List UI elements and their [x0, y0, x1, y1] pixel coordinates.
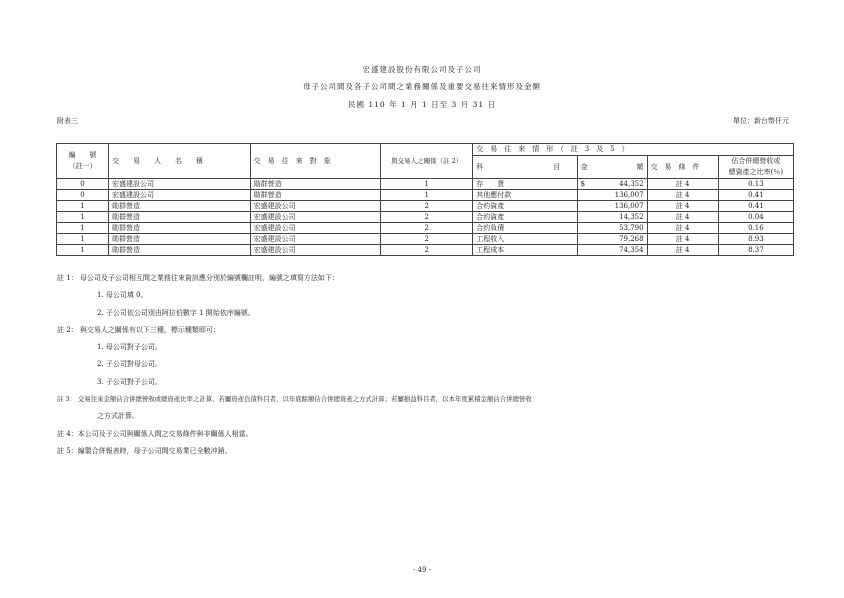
cell-relation: 2 — [381, 245, 473, 256]
cell-relation: 1 — [381, 190, 473, 201]
cell-amount-value: 136,007 — [614, 202, 644, 210]
cell-counterparty: 宏盛建設公司 — [250, 212, 380, 223]
table-row — [57, 201, 794, 212]
cell-amount-value: 136,007 — [614, 191, 644, 199]
company-title: 宏盛建設股份有限公司及子公司 — [362, 65, 482, 74]
table-row — [57, 245, 794, 256]
header-no-bottom: （註一） — [68, 162, 97, 170]
cell-account: 工程成本 — [473, 245, 577, 256]
header-ratio-top: 佔合併總營收或 — [731, 157, 781, 165]
page-number: - 49 - — [412, 566, 432, 574]
note-2-item-1: 1. 母公司對子公司。 — [97, 343, 162, 352]
cell-amount — [577, 201, 647, 212]
note-1: 註 1： 母公司及子公司相互間之業務往來資訊應分別於編號欄註明，編號之填寫方法如下： — [57, 274, 339, 282]
cell-relation: 1 — [381, 179, 473, 190]
table-row — [57, 234, 794, 245]
cell-no: 1 — [57, 201, 109, 212]
cell-amount — [577, 234, 647, 245]
note-1-item-1: 1. 母公司填 0。 — [97, 291, 148, 300]
appendix-label: 附表三 — [57, 117, 78, 125]
cell-currency: $ — [580, 180, 586, 188]
cell-counterparty: 宏盛建設公司 — [250, 245, 380, 256]
cell-name: 勛群營造 — [109, 234, 251, 245]
cell-amount-value: 14,352 — [619, 213, 644, 221]
cell-amount — [577, 223, 647, 234]
table-row — [57, 190, 794, 201]
cell-relation: 2 — [381, 223, 473, 234]
cell-amount-value: 44,352 — [619, 180, 644, 188]
cell-name: 勛群營造 — [109, 212, 251, 223]
cell-ratio: 8.93 — [718, 234, 793, 245]
cell-relation: 2 — [381, 234, 473, 245]
cell-counterparty: 宏盛建設公司 — [250, 223, 380, 234]
cell-amount — [577, 212, 647, 223]
header-no — [57, 144, 109, 179]
cell-no: 0 — [57, 179, 109, 190]
note-4: 註 4：本公司及子公司與關係人間之交易條件與非關係人相當。 — [57, 429, 253, 438]
cell-account: 合約資產 — [473, 201, 577, 212]
cell-terms: 註 4 — [647, 212, 718, 223]
header-counterparty: 交 易 往 來 對 象 — [250, 144, 380, 179]
cell-terms: 註 4 — [647, 190, 718, 201]
cell-no: 0 — [57, 190, 109, 201]
cell-name: 宏盛建設公司 — [109, 179, 251, 190]
cell-account: 合約負債 — [473, 223, 577, 234]
cell-amount-value: 79,268 — [619, 235, 644, 243]
cell-no: 1 — [57, 234, 109, 245]
header-group: 交 易 往 來 情 形 （ 註 3 及 5 ） — [473, 144, 794, 156]
cell-no: 1 — [57, 223, 109, 234]
cell-amount — [577, 245, 647, 256]
cell-no: 1 — [57, 212, 109, 223]
cell-terms: 註 4 — [647, 223, 718, 234]
unit-label: 單位：新台幣仟元 — [733, 117, 789, 125]
header-ratio — [718, 156, 793, 179]
header-terms: 交 易 條 件 — [647, 156, 718, 179]
header-ratio-bottom: 總資產之比率(％) — [728, 168, 784, 176]
cell-amount — [577, 179, 647, 190]
cell-name: 勛群營造 — [109, 223, 251, 234]
cell-no: 1 — [57, 245, 109, 256]
cell-account: 存 貨 — [473, 179, 577, 190]
cell-amount-value: 74,354 — [619, 246, 644, 254]
cell-account: 工程收入 — [473, 234, 577, 245]
header-account: 科 目 — [473, 156, 577, 179]
note-5: 註 5：編製合併報表時，母子公司間交易業已全數沖銷。 — [57, 446, 232, 455]
note-3-continued: 之方式計算。 — [97, 412, 139, 421]
cell-account: 其他應付款 — [473, 190, 577, 201]
cell-relation: 2 — [381, 212, 473, 223]
cell-amount — [577, 190, 647, 201]
cell-ratio: 8.37 — [718, 245, 793, 256]
cell-terms: 註 4 — [647, 179, 718, 190]
note-2-item-3: 3. 子公司對子公司。 — [97, 377, 162, 386]
cell-counterparty: 勛群營造 — [250, 179, 380, 190]
cell-terms: 註 4 — [647, 234, 718, 245]
cell-counterparty: 宏盛建設公司 — [250, 201, 380, 212]
cell-ratio: 0.13 — [718, 179, 793, 190]
cell-ratio: 0.41 — [718, 201, 793, 212]
table-row — [57, 179, 794, 190]
cell-ratio: 0.04 — [718, 212, 793, 223]
cell-terms: 註 4 — [647, 201, 718, 212]
cell-ratio: 0.41 — [718, 190, 793, 201]
cell-ratio: 0.16 — [718, 223, 793, 234]
cell-name: 勛群營造 — [109, 245, 251, 256]
notes-section — [57, 270, 797, 460]
cell-relation: 2 — [381, 201, 473, 212]
report-period: 民國 110 年 1 月 1 日至 3 月 31 日 — [347, 100, 496, 109]
cell-amount-value: 53,790 — [619, 224, 644, 232]
table-row — [57, 223, 794, 234]
note-2-item-2: 2. 子公司對母公司。 — [97, 360, 162, 369]
note-1-item-2: 2. 子公司依公司別由阿拉伯數字 1 開始依序編號。 — [97, 308, 255, 317]
cell-name: 宏盛建設公司 — [109, 190, 251, 201]
table-header-row-1 — [57, 144, 794, 156]
header-amount: 金 額 — [577, 156, 647, 179]
note-3: 註 3： 交易往來金額佔合併總營收或總資產比率之計算，若屬資產負債科目者，以年底餘額佔合併總資產之方式計算；若屬損益科目者，以本年度累積金額佔合併總營收 — [57, 395, 532, 404]
report-title: 母子公司間及各子公司間之業務關係及重要交易往來情形及金額 — [303, 82, 541, 91]
cell-terms: 註 4 — [647, 245, 718, 256]
note-2: 註 2： 與交易人之關係有以下三種，標示種類即可： — [57, 325, 220, 334]
transactions-table — [56, 143, 794, 256]
header-no-top: 編 號 — [68, 151, 97, 159]
cell-name: 勛群營造 — [109, 201, 251, 212]
cell-counterparty: 宏盛建設公司 — [250, 234, 380, 245]
header-relation: 與交易人之關係（註 2） — [381, 144, 473, 179]
cell-account: 合約資產 — [473, 212, 577, 223]
table-row — [57, 212, 794, 223]
cell-counterparty: 勛群營造 — [250, 190, 380, 201]
header-name: 交 易 人 名 稱 — [109, 144, 251, 179]
